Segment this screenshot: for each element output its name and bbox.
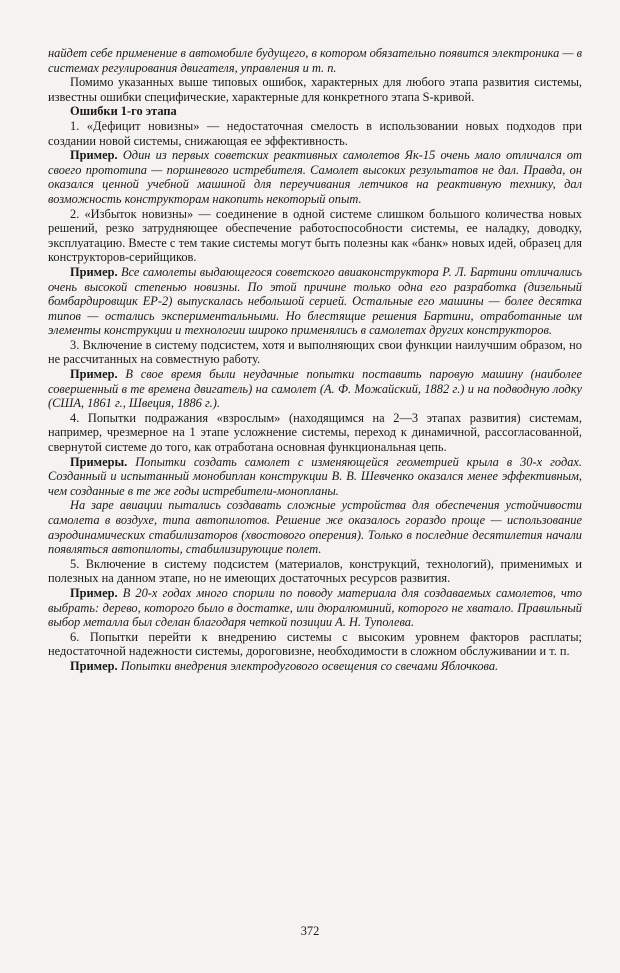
page-number: 372 <box>300 924 320 938</box>
example-1 <box>48 148 582 206</box>
error-item-1: 1. «Дефицит новизны» — недостаточная смелость в использовании новых подходов при создании новой системы, снижающая ее эффективность. <box>48 118 582 148</box>
example-3 <box>48 367 582 411</box>
example-label: Пример. <box>70 148 118 163</box>
page-body <box>48 46 582 674</box>
example-text: Один из первых советских реактивных самолетов Як-15 очень мало отличался от своего прототипа — поршневого истребителя. Самолет высоких результатов не дал. Правда, он оказался ценной учебной машиной для переучивания летчиков на реактивную технику, дал возможность конструкторам накопить некоторый опыт. <box>48 148 582 206</box>
example-6 <box>48 659 582 674</box>
example-text: Все самолеты выдающегося советского авиаконструктора Р. Л. Бартини отличались очень высокой степенью новизны. По этой причине только одна его разработка (дизельный бомбардировщик ЕР-2) выпускалась небольшой серией. Остальные его машины — более десятка типов — остались экспериментальными. Но блестящие решения Бартини, отработанные им элементы конструкции и технологии широко применялись в самолетах других конструкторов. <box>48 264 582 338</box>
example-text: В 20-х годах много спорили по поводу материала для создаваемых самолетов, что выбрать: дерево, которого было в достатке, или дюралюминий, которого не хватало. Правильный выбор металла был сделан благодаря четкой позиции А. Н. Туполева. <box>48 585 582 630</box>
paragraph-continuation: найдет себе применение в автомобиле будущего, в котором обязательно появится электроника — в системах регулирования двигателя, управления и т. п. <box>48 46 582 75</box>
example-label: Примеры. <box>70 454 128 469</box>
section-heading: Ошибки 1-го этапа <box>70 104 177 119</box>
example-text: Попытки внедрения электродугового освещения со свечами Яблочкова. <box>117 658 499 673</box>
error-item-3: 3. Включение в систему подсистем, хотя и выполняющих свои функции наилучшим образом, но не рассчитанных на совместную работу. <box>48 337 582 367</box>
paragraph-intro: Помимо указанных выше типовых ошибок, характерных для любого этапа развития системы, известны ошибки специфические, характерные для конкретного этапа S-кривой. <box>48 75 582 104</box>
example-5 <box>48 586 582 630</box>
example-label: Пример. <box>70 658 118 673</box>
error-item-6: 6. Попытки перейти к внедрению системы с высоким уровнем факторов расплаты; недостаточной надежности системы, дороговизне, необходимости в сложном обслуживании и т. п. <box>48 629 582 659</box>
example-label: Пример. <box>70 264 118 279</box>
example-label: Пример. <box>70 585 118 600</box>
example-text: Попытки создать самолет с изменяющейся геометрией крыла в 30-х годах. Созданный и испытанный монобиплан конструкции В. В. Шевченко оказался менее эффективным, чем созданные в те же годы истребители-монопланы. <box>48 454 582 498</box>
example-label: Пример. <box>70 367 118 382</box>
error-item-2: 2. «Избыток новизны» — соединение в одной системе слишком большого количества новых решений, резко затрудняющее обеспечение работоспособности системы, ее наладку, доводку, эксплуатацию. Вместе с тем такие системы могут быть полезны как «банк» новых идей, образец для конструкторов-серийщиков. <box>48 206 582 265</box>
example-text: В свое время были неудачные попытки поставить паровую машину (наиболее совершенный в те времена двигатель) на самолет (А. Ф. Можайский, 1882 г.) и на подводную лодку (США, 1861 г., Швеция, 1886 г.). <box>48 367 582 411</box>
example-2 <box>48 265 582 338</box>
error-item-5: 5. Включение в систему подсистем (материалов, конструкций, технологий), применимых и полезных на данном этапе, но не имеющих достаточных ресурсов развития. <box>48 556 582 586</box>
error-item-4: 4. Попытки подражания «взрослым» (находящимся на 2—3 этапах развития) системам, например, чрезмерное на 1 этапе усложнение системы, переход к динамичной, рассогласованной, свернутой системе до того, как отработана основная функциональная цепь. <box>48 410 582 455</box>
example-4-continuation: На заре авиации пытались создавать сложные устройства для обеспечения устойчивости самолета в воздухе, типа автопилотов. Решение же оказалось гораздо проще — использование аэродинамических стабилизаторов (хвостового оперения). Только в последние десятилетия начали появляться автопилоты, стабилизирующие полет. <box>48 498 582 557</box>
example-4 <box>48 455 582 499</box>
